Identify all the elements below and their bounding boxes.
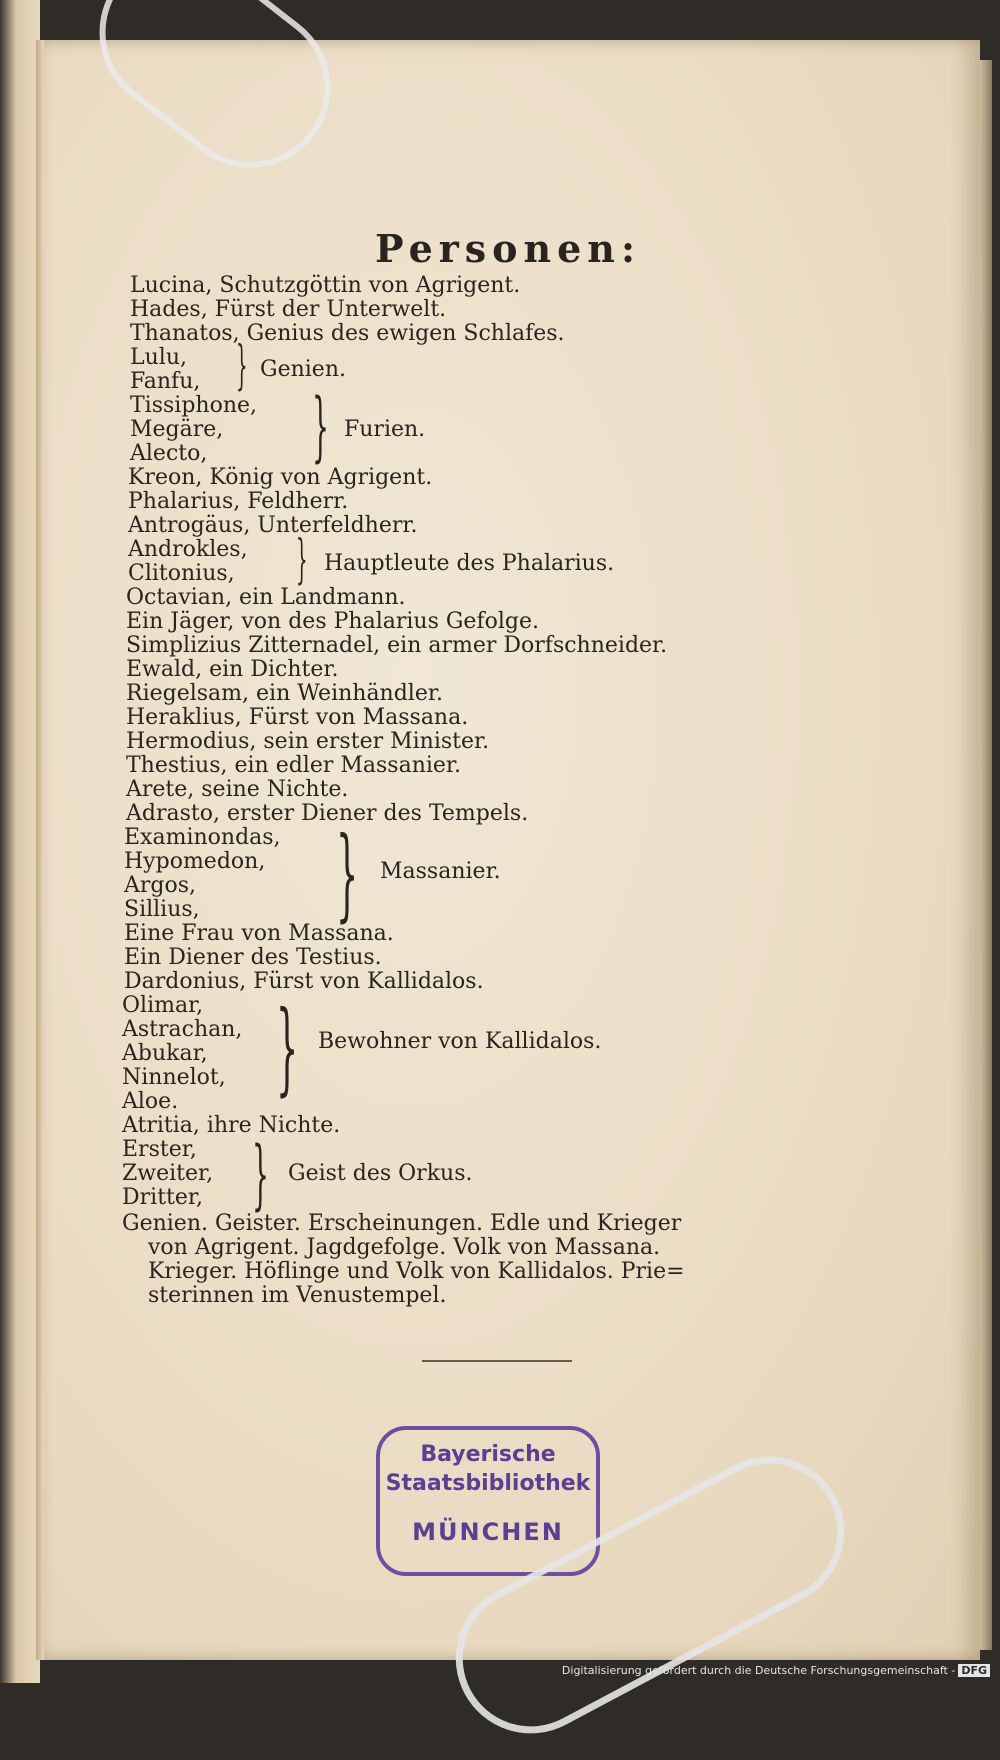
divider bbox=[422, 1360, 572, 1362]
cast-entry: Dardonius, Fürst von Kallidalos. bbox=[124, 969, 484, 994]
cast-entry: Clitonius, bbox=[128, 561, 235, 586]
cast-entry: Examinondas, bbox=[124, 825, 281, 850]
cast-entry: Phalarius, Feldherr. bbox=[128, 489, 349, 514]
cast-entry: Thestius, ein edler Massanier. bbox=[126, 753, 462, 778]
book-page bbox=[36, 40, 980, 1660]
cast-entry: Atritia, ihre Nichte. bbox=[122, 1113, 341, 1138]
cast-entry: Ewald, ein Dichter. bbox=[126, 657, 339, 682]
brace-icon: } bbox=[236, 336, 248, 396]
cast-entry: Fanfu, bbox=[130, 369, 201, 394]
cast-entry: Dritter, bbox=[122, 1185, 203, 1210]
brace-icon: } bbox=[252, 1129, 269, 1218]
page-gutter bbox=[36, 40, 44, 1660]
brace-icon: } bbox=[276, 989, 299, 1106]
cast-entry: Lulu, bbox=[130, 345, 187, 370]
cast-entry: Thanatos, Genius des ewigen Schlafes. bbox=[130, 321, 565, 346]
closing-line: sterinnen im Venustempel. bbox=[148, 1283, 447, 1308]
cast-entry: Alecto, bbox=[130, 441, 208, 466]
cast-entry: Tissiphone, bbox=[130, 393, 258, 418]
group-label: Bewohner von Kallidalos. bbox=[318, 1029, 602, 1054]
stamp-line: Bayerische bbox=[420, 1442, 556, 1467]
digitization-credit bbox=[562, 1664, 990, 1677]
cast-entry: Adrasto, erster Diener des Tempels. bbox=[126, 801, 529, 826]
cast-entry: Megäre, bbox=[130, 417, 224, 442]
cast-entry: Riegelsam, ein Weinhändler. bbox=[126, 681, 443, 706]
group-label: Furien. bbox=[344, 417, 426, 442]
cast-entry: Hades, Fürst der Unterwelt. bbox=[130, 297, 447, 322]
stamp-line: MÜNCHEN bbox=[412, 1518, 564, 1546]
book-cover-edge bbox=[0, 0, 40, 1683]
dfg-logo: DFG bbox=[958, 1664, 990, 1677]
cast-entry: Zweiter, bbox=[122, 1161, 214, 1186]
cast-entry: Octavian, ein Landmann. bbox=[126, 585, 406, 610]
cast-entry: Kreon, König von Agrigent. bbox=[128, 465, 433, 490]
group-label: Genien. bbox=[260, 357, 346, 382]
group-label: Geist des Orkus. bbox=[288, 1161, 473, 1186]
closing-line: Genien. Geister. Erscheinungen. Edle und Krieger bbox=[122, 1211, 682, 1236]
brace-icon: } bbox=[336, 815, 359, 932]
cast-entry: Olimar, bbox=[122, 993, 204, 1018]
page-edge bbox=[980, 60, 992, 1650]
group-label: Hauptleute des Phalarius. bbox=[324, 551, 615, 576]
brace-icon: } bbox=[296, 530, 308, 590]
cast-entry: Antrogäus, Unterfeldherr. bbox=[128, 513, 418, 538]
cast-entry: Sillius, bbox=[124, 897, 200, 922]
stamp-line: Staatsbibliothek bbox=[385, 1471, 591, 1496]
group-label: Massanier. bbox=[380, 859, 501, 884]
cast-entry: Heraklius, Fürst von Massana. bbox=[126, 705, 469, 730]
cast-entry: Ein Jäger, von des Phalarius Gefolge. bbox=[126, 609, 539, 634]
page-title: Personen: bbox=[375, 226, 641, 271]
cast-entry: Aloe. bbox=[122, 1089, 179, 1114]
cast-entry: Androkles, bbox=[128, 537, 248, 562]
credit-text: Digitalisierung gefördert durch die Deutsche Forschungsgemeinschaft - bbox=[561, 1664, 956, 1677]
brace-icon: } bbox=[312, 381, 329, 470]
cast-entry: Lucina, Schutzgöttin von Agrigent. bbox=[130, 273, 521, 298]
cast-entry: Ein Diener des Testius. bbox=[124, 945, 382, 970]
cast-entry: Arete, seine Nichte. bbox=[126, 777, 349, 802]
cast-entry: Eine Frau von Massana. bbox=[124, 921, 394, 946]
cast-entry: Ninnelot, bbox=[122, 1065, 226, 1090]
cast-entry: Astrachan, bbox=[122, 1017, 243, 1042]
cast-entry: Erster, bbox=[122, 1137, 197, 1162]
cast-entry: Abukar, bbox=[122, 1041, 208, 1066]
closing-line: Krieger. Höflinge und Volk von Kallidalos. Prie= bbox=[148, 1259, 685, 1284]
cast-entry: Simplizius Zitternadel, ein armer Dorfschneider. bbox=[126, 633, 668, 658]
cast-entry: Argos, bbox=[124, 873, 197, 898]
cast-entry: Hermodius, sein erster Minister. bbox=[126, 729, 490, 754]
cast-entry: Hypomedon, bbox=[124, 849, 266, 874]
closing-line: von Agrigent. Jagdgefolge. Volk von Massana. bbox=[148, 1235, 661, 1260]
